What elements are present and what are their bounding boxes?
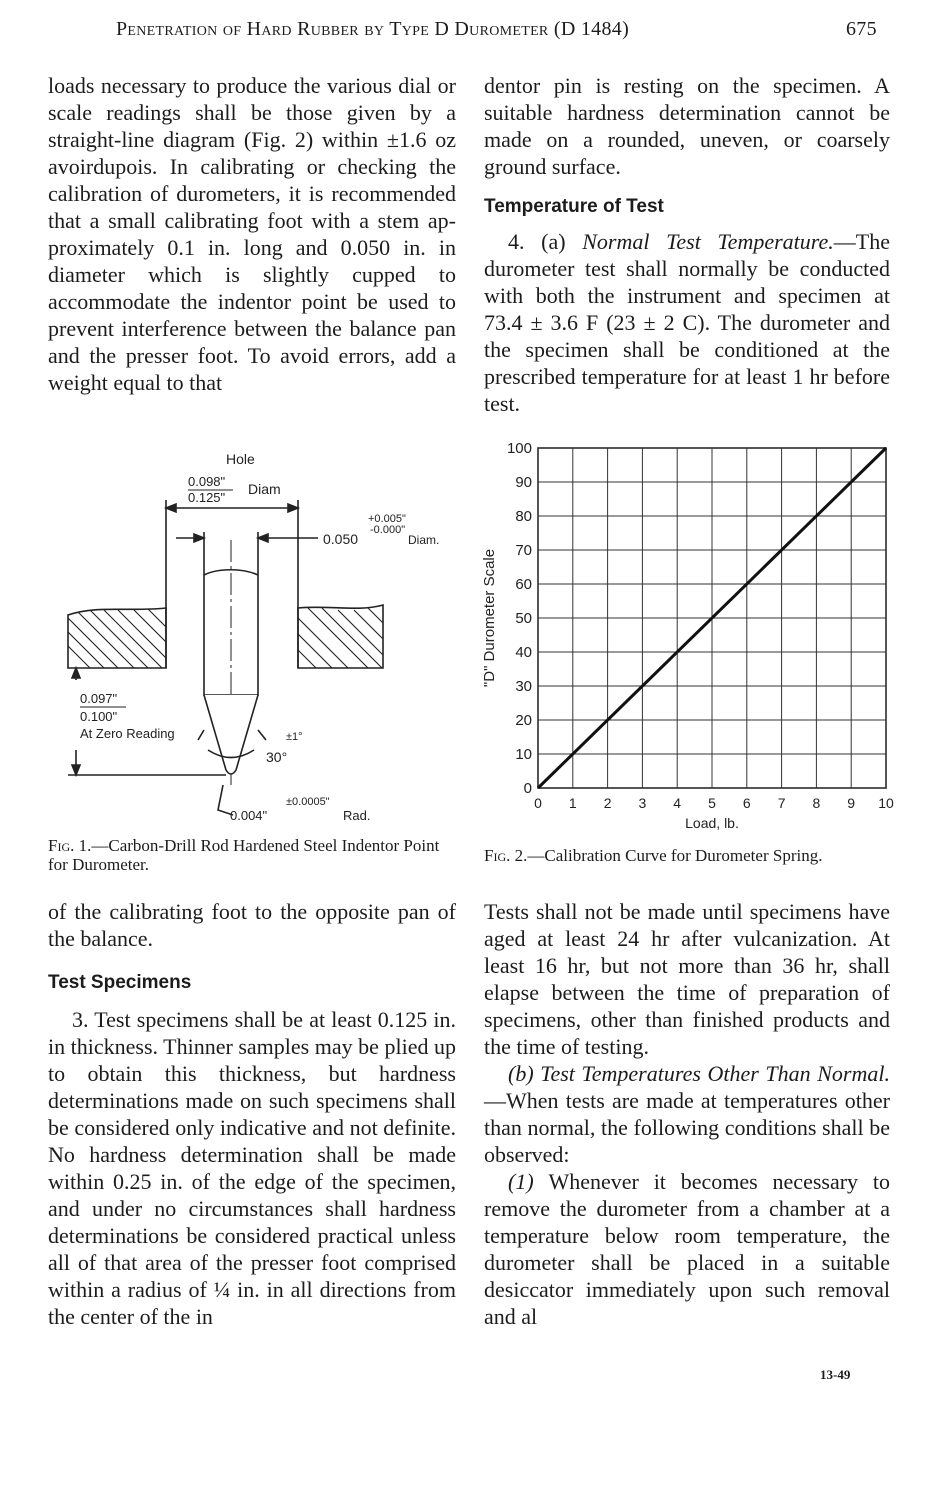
para-title-b: Test Temperatures Other Than Normal. [540,1061,890,1086]
para-body-1: Whenever it becomes necessary to remove the durometer from a chamber at a temperature below room temperature, the durometer shall be placed in a suitable desiccator immediately upon such removal and al [484,1169,890,1329]
figure-1-caption [48,836,458,874]
para-body-b: —When tests are made at temperatures other than normal, the following conditions shall be observed: [484,1088,890,1167]
y-tick-label: 60 [515,576,532,593]
y-tick-label: 40 [515,644,532,661]
y-tick-label: 0 [523,780,532,797]
para-title: Normal Test Temperature. [582,229,834,254]
left-paragraph-2: of the calibrating foot to the opposite pan of the balance. [48,899,456,951]
right-paragraph-desiccator [484,1168,890,1330]
figure-1-label: Fig. 1. [48,836,92,855]
right-paragraph-aging: Tests shall not be made until specimens have aged at least 24 hr after vulcanization. At least 16 hr, but not more than 36 hr, shall elapse between the time of preparation of specimens, other than finished products and the time of testing. [484,899,890,1059]
left-paragraph-1: loads necessary to produce the various dial or scale readings shall be those given by a straight-line diagram (Fig. 2) within ±1.6 oz avoirdupois. In calibrating or checking the calibration of durometers, it is recommended that a small calibrating foot with a stem approximately 0.1 in. long and 0.050 in. in diameter which is slightly cupped to accommodate the indentor point be used to prevent interference between the balance pan and the presser foot. To avoid errors, add a weight equal to that [48,73,456,395]
para-number-1: (1) [508,1169,549,1194]
left-column-bottom [48,898,456,1330]
figure-2-calibration-chart [478,436,898,846]
hole-dim-top: 0.098" [188,474,226,489]
y-tick-label: 70 [515,542,532,559]
tip-dim-unit: Rad. [343,808,371,823]
heading-temperature: Temperature of Test [484,196,664,217]
indentor-cone [204,695,258,774]
x-tick-label: 7 [777,795,786,811]
x-tick-label: 9 [847,795,856,811]
para-body: —The durometer test shall normally be conducted with both the instrument and specimen at 73.4 ± 3.6 F (23 ± 2 C). The durometer and the specimen shall be conditioned at the prescribed temperature for at least 1 hr before test. [484,229,890,416]
depth-note: At Zero Reading [80,726,175,741]
figure-2-caption [484,846,894,865]
pin-tol-plus: +0.005" [368,513,406,525]
figure-2-label: Fig. 2. [484,846,528,865]
figure-1-indentor-drawing [48,440,458,835]
right-column-top [484,72,890,417]
depth-dim-bottom: 0.100" [80,709,118,724]
pin-dim-unit: Diam. [408,533,440,547]
x-tick-label: 4 [673,795,682,811]
para-number-b: (b) [508,1061,541,1086]
x-tick-label: 3 [638,795,647,811]
right-column-bottom [484,898,890,1330]
right-paragraph-other-temps [484,1060,890,1168]
y-tick-label: 50 [515,610,532,627]
chart-x-label: Load, lb. [685,815,739,831]
footer-code: 13-49 [820,1367,851,1382]
hole-dim-unit: Diam [248,481,281,497]
pin-dim: 0.050 [323,531,359,547]
right-paragraph-1: dentor pin is resting on the specimen. A suitable hardness determination cannot be made on a rounded, uneven, or coarsely ground surface. [484,73,890,179]
presser-foot-right [298,605,383,668]
x-tick-label: 5 [708,795,716,811]
left-paragraph-3: 3. Test specimens shall be at least 0.125 in. in thickness. Thinner samples may be plied up to obtain this thickness, but hardness determinations made on such specimens shall be considered only indicative and not definite. No hardness determination shall be made within 0.25 in. of the edge of the specimen, and under no circumstances shall hardness determinations be considered practical unless all of that area of the presser foot comprised within a radius of ¼ in. in all directions from the center of the in [48,1007,456,1329]
y-tick-label: 10 [515,746,532,763]
cone-angle-tol: ±1° [286,731,303,743]
figure-2-caption-text: —Calibration Curve for Durometer Spring. [527,846,823,865]
x-tick-label: 8 [812,795,821,811]
y-tick-label: 30 [515,678,532,695]
x-tick-label: 10 [878,795,894,811]
x-tick-label: 2 [603,795,612,811]
running-title: Penetration of Hard Rubber by Type D Durometer (D 1484) [116,18,630,40]
figure-1-caption-text: —Carbon-Drill Rod Hardened Steel Indentor Point for Durometer. [48,836,440,874]
left-column-top [48,72,456,396]
x-tick-label: 1 [568,795,577,811]
depth-dim-top: 0.097" [80,691,118,706]
y-tick-label: 20 [515,712,532,729]
right-paragraph-normal-temp [484,228,890,417]
hole-dim-bottom: 0.125" [188,490,226,505]
y-tick-label: 80 [515,508,532,525]
cone-angle: 30° [266,749,288,765]
tip-tolerance: ±0.0005" [286,796,330,808]
y-tick-label: 90 [515,474,532,491]
pin-tol-minus: -0.000" [370,524,406,536]
chart-y-label: "D" Durometer Scale [481,548,498,688]
para-number: 4. (a) [508,229,583,254]
x-tick-label: 0 [534,795,542,811]
x-tick-label: 6 [742,795,751,811]
hole-label: Hole [226,451,255,467]
heading-specimens: Test Specimens [48,972,192,993]
tip-dim: 0.004" [230,808,268,823]
y-tick-label: 100 [506,440,532,457]
page-number: 675 [846,18,877,40]
